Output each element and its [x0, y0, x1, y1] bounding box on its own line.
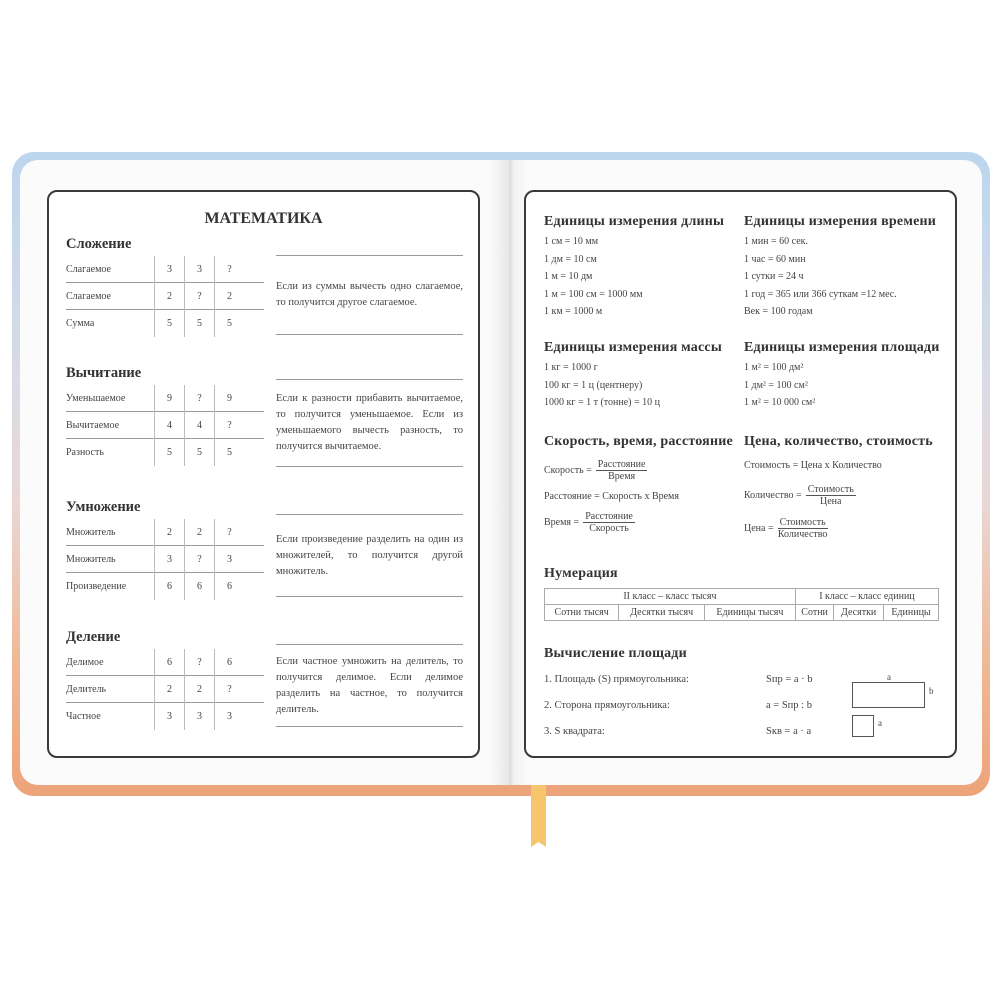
example-table	[66, 385, 264, 466]
unit-item: 1 мин = 60 сек.	[744, 236, 809, 247]
numeration-column: Единицы тысяч	[704, 605, 795, 621]
distance-formula: Расстояние = Скорость x Время	[544, 490, 679, 502]
speed-formula	[544, 455, 734, 485]
table-row	[66, 439, 264, 466]
table-row-label: Сумма	[66, 318, 95, 329]
right-page-reference-frame	[524, 190, 957, 758]
mass-units	[544, 340, 734, 412]
unit-item: 1 дм² = 100 см²	[744, 379, 808, 391]
square-diagram	[852, 715, 874, 737]
table-cell-value: ?	[184, 385, 214, 412]
section-heading: Единицы измерения площади	[744, 340, 940, 355]
cost-formula: Стоимость = Цена x Количество	[744, 459, 882, 471]
unit-item: 1 год = 365 или 366 суткам =12 мес.	[744, 288, 897, 300]
table-row	[66, 385, 264, 412]
numeration-column: Десятки тысяч	[619, 605, 705, 621]
section-heading: Единицы измерения длины	[544, 214, 725, 229]
example-table	[66, 649, 264, 730]
table-cell-value: 6	[214, 649, 244, 676]
unit-item: 1 дм = 10 см	[544, 253, 597, 265]
table-row-label: Уменьшаемое	[66, 392, 126, 404]
unit-item: 1 кг = 1000 г	[544, 362, 598, 373]
page-title: МАТЕМАТИКА	[204, 210, 323, 227]
formula-lhs: Скорость =	[544, 464, 592, 476]
numeration-column: Сотни тысяч	[545, 605, 619, 621]
table-cell-value: ?	[214, 256, 244, 283]
table-row-label: Делитель	[66, 683, 107, 695]
table-row-label: Произведение	[66, 581, 127, 592]
rule-text: Если к разности прибавить вычитаемое, то получится уменьшаемое. Если из уменьшаемого вычесть разность, то получится вычитаемое.	[276, 379, 463, 467]
table-row-label: Множитель	[66, 553, 116, 565]
table-cell-value: 6	[214, 573, 244, 600]
unit-item: 1 м = 100 см = 1000 мм	[544, 288, 643, 300]
table-cell-value: 5	[154, 310, 184, 337]
numeration-column: Десятки	[834, 605, 884, 621]
table-cell-value: 3	[154, 703, 184, 730]
table-row	[66, 519, 264, 546]
bookmark-ribbon	[531, 785, 546, 847]
table-cell-value: 6	[154, 649, 184, 676]
unit-item: 1 м² = 100 дм²	[744, 362, 804, 373]
numeration-column: Сотни	[795, 605, 833, 621]
numeration-heading-wrap	[544, 566, 618, 581]
side-a-label: a	[887, 672, 891, 682]
table-row	[66, 676, 264, 703]
numerator: Стоимость	[807, 483, 854, 495]
area-row-label: 1. Площадь (S) прямоугольника:	[544, 674, 689, 685]
numerator: Стоимость	[779, 516, 826, 528]
section-heading: Единицы измерения массы	[544, 340, 722, 355]
table-cell-value: ?	[184, 546, 214, 573]
fraction	[806, 484, 856, 507]
numerator: Расстояние	[585, 510, 633, 522]
table-row	[66, 573, 264, 600]
denominator: Время	[608, 470, 636, 482]
fraction	[778, 517, 828, 540]
table-row	[66, 412, 264, 439]
table-cell-value: 3	[154, 256, 184, 283]
area-row-label: 2. Сторона прямоугольника:	[544, 700, 670, 711]
rectangle-diagram	[852, 682, 925, 708]
section-heading: Нумерация	[544, 566, 618, 581]
unit-item: 1 км = 1000 м	[544, 306, 603, 317]
example-table	[66, 256, 264, 337]
formula-lhs: Количество =	[744, 489, 802, 501]
table-row-label: Множитель	[66, 526, 116, 538]
table-row	[66, 310, 264, 337]
table-cell-value: ?	[214, 412, 244, 439]
unit-item: Век = 100 годам	[744, 306, 813, 317]
unit-item: 1 час = 60 мин	[744, 253, 806, 265]
table-cell-value: 9	[154, 385, 184, 412]
table-cell-value: 2	[214, 283, 244, 310]
area-formula: Sпр = a · b	[766, 674, 813, 685]
table-cell-value: 4	[184, 412, 214, 439]
section-heading: Умножение	[66, 499, 141, 515]
table-cell-value: 5	[184, 439, 214, 466]
table-cell-value: 2	[154, 519, 184, 546]
section-heading: Сложение	[66, 236, 132, 252]
section-1	[66, 363, 466, 483]
numeration-column: Единицы	[884, 605, 939, 621]
area-row-label: 3. S квадрата:	[544, 726, 605, 737]
table-cell-value: 6	[154, 573, 184, 600]
denominator: Количество	[777, 528, 828, 540]
price-formula	[744, 513, 944, 543]
unit-item: 1 сутки = 24 ч	[744, 271, 804, 282]
table-cell-value: 5	[214, 310, 244, 337]
numerator: Расстояние	[597, 458, 646, 470]
price-quantity-cost	[744, 434, 944, 543]
table-row	[66, 256, 264, 283]
formula-lhs: Время =	[544, 516, 580, 528]
table-cell-value: 4	[154, 412, 184, 439]
unit-item: 1 м = 10 дм	[544, 271, 593, 282]
length-units	[544, 214, 734, 321]
quantity-formula	[744, 477, 944, 513]
denominator: Цена	[820, 495, 842, 507]
section-heading: Цена, количество, стоимость	[744, 434, 933, 449]
denominator: Скорость	[589, 522, 629, 534]
table-cell-value: 6	[184, 573, 214, 600]
table-row-label: Делимое	[66, 656, 104, 668]
table-cell-value: 2	[154, 676, 184, 703]
area-calculation	[544, 646, 944, 737]
unit-item: 1 м² = 10 000 см²	[744, 397, 816, 408]
section-0	[66, 234, 466, 354]
area-units	[744, 340, 944, 412]
side-b-label: b	[929, 686, 934, 696]
table-cell-value: ?	[184, 283, 214, 310]
table-row	[66, 649, 264, 676]
section-3	[66, 627, 466, 747]
speed-time-distance	[544, 434, 734, 537]
table-cell-value: 3	[154, 546, 184, 573]
table-cell-value: ?	[184, 649, 214, 676]
table-cell-value: 3	[184, 256, 214, 283]
table-row-label: Вычитаемое	[66, 419, 120, 431]
numeration-table	[544, 588, 939, 621]
unit-item: 1000 кг = 1 т (тонне) = 10 ц	[544, 397, 661, 408]
table-cell-value: 5	[214, 439, 244, 466]
class-thousands: II класс – класс тысяч	[545, 589, 796, 605]
fraction	[596, 459, 648, 482]
table-cell-value: 3	[214, 703, 244, 730]
table-row	[66, 703, 264, 730]
section-2	[66, 497, 466, 617]
table-row-label: Разность	[66, 447, 104, 458]
time-formula	[544, 507, 734, 537]
table-cell-value: 9	[214, 385, 244, 412]
section-heading: Вычисление площади	[544, 646, 687, 661]
rule-text: Если частное умножить на делитель, то получится делимое. Если делимое разделить на частное, то получится делитель.	[276, 644, 463, 727]
table-cell-value: 5	[154, 439, 184, 466]
example-table	[66, 519, 264, 600]
area-formula: a = Sпр : b	[766, 700, 812, 711]
section-heading: Единицы измерения времени	[744, 214, 937, 229]
table-row	[66, 283, 264, 310]
square-side-label: a	[878, 718, 882, 728]
left-page-math-frame	[47, 190, 480, 758]
table-cell-value: 2	[184, 676, 214, 703]
area-formula: Sкв = a · a	[766, 726, 812, 737]
table-row-label: Слагаемое	[66, 290, 111, 302]
section-heading: Вычитание	[66, 365, 142, 381]
table-cell-value: ?	[214, 676, 244, 703]
area-row	[544, 696, 874, 716]
table-cell-value: 2	[154, 283, 184, 310]
fraction	[583, 511, 635, 534]
area-row	[544, 670, 874, 690]
unit-item: 1 см = 10 мм	[544, 236, 599, 247]
section-heading: Деление	[66, 629, 121, 645]
rule-text: Если из суммы вычесть одно слагаемое, то получится другое слагаемое.	[276, 255, 463, 335]
table-row-label: Частное	[66, 711, 101, 722]
rule-text: Если произведение разделить на один из множителей, то получится другой множитель.	[276, 514, 463, 597]
section-heading: Скорость, время, расстояние	[544, 434, 733, 449]
time-units	[744, 214, 944, 321]
area-row	[544, 722, 874, 742]
class-units: I класс – класс единиц	[795, 589, 938, 605]
unit-item: 100 кг = 1 ц (центнеру)	[544, 379, 643, 391]
table-cell-value: 5	[184, 310, 214, 337]
table-cell-value: ?	[214, 519, 244, 546]
table-row	[66, 546, 264, 573]
table-cell-value: 3	[184, 703, 214, 730]
formula-lhs: Цена =	[744, 522, 774, 534]
table-row-label: Слагаемое	[66, 263, 111, 275]
table-cell-value: 3	[214, 546, 244, 573]
table-cell-value: 2	[184, 519, 214, 546]
